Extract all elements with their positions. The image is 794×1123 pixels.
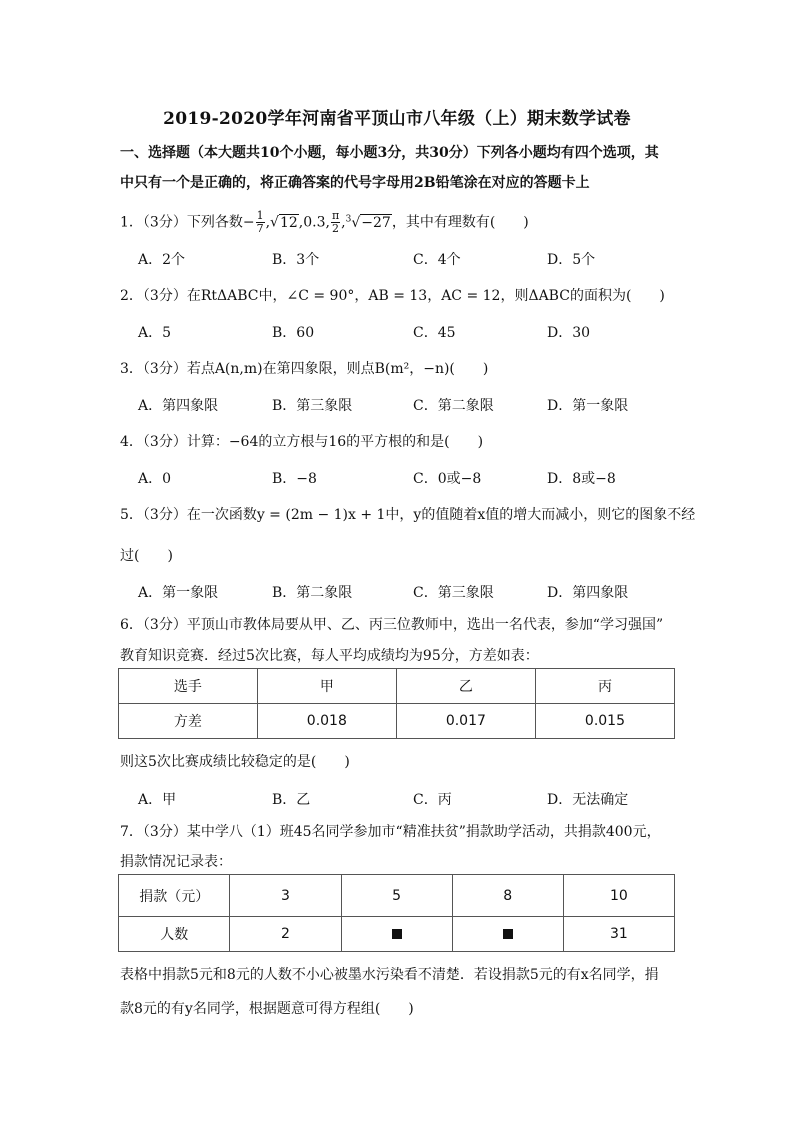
question-2: 2．（3分）在RtΔABC中，∠C = 90°，AB = 13，AC = 12，则ΔABC的面积为( ) xyxy=(120,288,665,304)
question-1 xyxy=(120,210,529,235)
q1-option-d[interactable]: D．5个 xyxy=(547,252,596,268)
q6-option-a[interactable]: A．甲 xyxy=(138,792,177,808)
table-cell: 5 xyxy=(341,875,452,917)
table-cell: 0.018 xyxy=(257,704,396,739)
table-cell: 乙 xyxy=(396,669,535,704)
q5-option-b[interactable]: B．第二象限 xyxy=(272,585,353,601)
q1-option-b[interactable]: B．3个 xyxy=(272,252,320,268)
donation-table-row xyxy=(119,917,675,952)
table-cell-blot xyxy=(452,917,563,952)
q1-comma-1: , xyxy=(265,214,271,231)
donation-table-header xyxy=(119,875,675,917)
q6-option-b[interactable]: B．乙 xyxy=(272,792,311,808)
q1-frac1-den: 7 xyxy=(256,222,264,235)
q4-option-c[interactable]: C．0或−8 xyxy=(413,471,482,487)
table-cell: 8 xyxy=(452,875,563,917)
question-7-after-1: 表格中捐款5元和8元的人数不小心被墨水污染看不清楚．若设捐款5元的有x名同学，捐 xyxy=(120,967,659,983)
table-cell: 10 xyxy=(563,875,674,917)
question-6-after: 则这5次比赛成绩比较稳定的是( ) xyxy=(120,754,350,770)
q1-frac1-num: 1 xyxy=(256,209,264,222)
q1-cbrt-value: −27 xyxy=(361,214,391,231)
q1-comma-3: , xyxy=(341,214,346,231)
q6-option-c[interactable]: C．丙 xyxy=(413,792,452,808)
question-3: 3．（3分）若点A(n,m)在第四象限，则点B(m²，−n)( ) xyxy=(120,361,489,377)
table-cell: 选手 xyxy=(119,669,258,704)
table-cell: 0.017 xyxy=(396,704,535,739)
table-cell-blot xyxy=(341,917,452,952)
q1-prefix: 1．（3分）下列各数 xyxy=(120,214,243,231)
q2-option-d[interactable]: D．30 xyxy=(547,325,591,341)
q1-mid-2: ,0.3, xyxy=(298,214,330,231)
q1-option-c[interactable]: C．4个 xyxy=(413,252,461,268)
q2-option-a[interactable]: A．5 xyxy=(138,325,172,341)
q4-option-b[interactable]: B．−8 xyxy=(272,471,317,487)
section-line-2: 中只有一个是正确的，将正确答案的代号字母用2B铅笔涂在对应的答题卡上 xyxy=(120,175,590,191)
q1-cbrt xyxy=(346,215,392,231)
q4-option-d[interactable]: D．8或−8 xyxy=(547,471,616,487)
question-7-line-2: 捐款情况记录表： xyxy=(120,854,232,870)
question-7-line-1: 7．（3分）某中学八（1）班45名同学参加市“精准扶贫”捐款助学活动，共捐款400元， xyxy=(120,824,661,840)
section-instructions xyxy=(120,138,680,198)
table-cell: 方差 xyxy=(119,704,258,739)
q1-option-a[interactable]: A．2个 xyxy=(138,252,186,268)
q1-cbrt-index: 3 xyxy=(345,213,352,224)
table-cell: 捐款（元） xyxy=(119,875,230,917)
table-cell: 0.015 xyxy=(535,704,674,739)
question-5-line-2: 过( ) xyxy=(120,548,173,564)
section-line-1: 一、选择题（本大题共10个小题，每小题3分，共30分）下列各小题均有四个选项，其 xyxy=(120,145,659,161)
q2-option-b[interactable]: B．60 xyxy=(272,325,315,341)
variance-table-header xyxy=(119,669,675,704)
q1-pi-num: π xyxy=(331,209,340,222)
donation-table xyxy=(118,874,675,952)
q5-option-d[interactable]: D．第四象限 xyxy=(547,585,629,601)
variance-table-row xyxy=(119,704,675,739)
q3-option-d[interactable]: D．第一象限 xyxy=(547,398,629,414)
table-cell: 丙 xyxy=(535,669,674,704)
q5-option-a[interactable]: A．第一象限 xyxy=(138,585,219,601)
question-6-line-1: 6．（3分）平顶山市教体局要从甲、乙、丙三位教师中，选出一名代表，参加“学习强国” xyxy=(120,617,664,633)
ink-blot-icon xyxy=(392,929,402,939)
cbrt-icon: √ xyxy=(351,214,361,231)
ink-blot-icon xyxy=(503,929,513,939)
question-7-after-2: 款8元的有y名同学，根据题意可得方程组( ) xyxy=(120,1001,414,1017)
q1-fraction-pi-2 xyxy=(331,210,340,235)
q1-fraction-1-7 xyxy=(256,210,265,235)
q1-minus: − xyxy=(242,214,255,231)
q1-suffix: ，其中有理数有( ) xyxy=(391,214,529,231)
table-cell: 人数 xyxy=(119,917,230,952)
q1-sqrt-value: 12 xyxy=(279,214,298,231)
q1-sqrt12 xyxy=(270,214,299,231)
sqrt-icon: √ xyxy=(270,214,279,231)
q2-option-c[interactable]: C．45 xyxy=(413,325,456,341)
table-cell: 31 xyxy=(563,917,674,952)
q3-option-c[interactable]: C．第二象限 xyxy=(413,398,494,414)
table-cell: 甲 xyxy=(257,669,396,704)
q3-option-b[interactable]: B．第三象限 xyxy=(272,398,353,414)
question-5-line-1: 5．（3分）在一次函数y = (2m − 1)x + 1中，y的值随着x值的增大而减小，则它的图象不经 xyxy=(120,507,696,523)
variance-table xyxy=(118,668,675,739)
exam-title: 2019-2020学年河南省平顶山市八年级（上）期末数学试卷 xyxy=(163,109,631,129)
table-cell: 3 xyxy=(230,875,341,917)
table-cell: 2 xyxy=(230,917,341,952)
q1-pi-den: 2 xyxy=(332,222,340,235)
question-4: 4．（3分）计算：−64的立方根与16的平方根的和是( ) xyxy=(120,434,484,450)
question-6-line-2: 教育知识竞赛．经过5次比赛，每人平均成绩均为95分，方差如表： xyxy=(120,648,539,664)
q3-option-a[interactable]: A．第四象限 xyxy=(138,398,219,414)
q6-option-d[interactable]: D．无法确定 xyxy=(547,792,629,808)
q5-option-c[interactable]: C．第三象限 xyxy=(413,585,494,601)
q4-option-a[interactable]: A．0 xyxy=(138,471,172,487)
